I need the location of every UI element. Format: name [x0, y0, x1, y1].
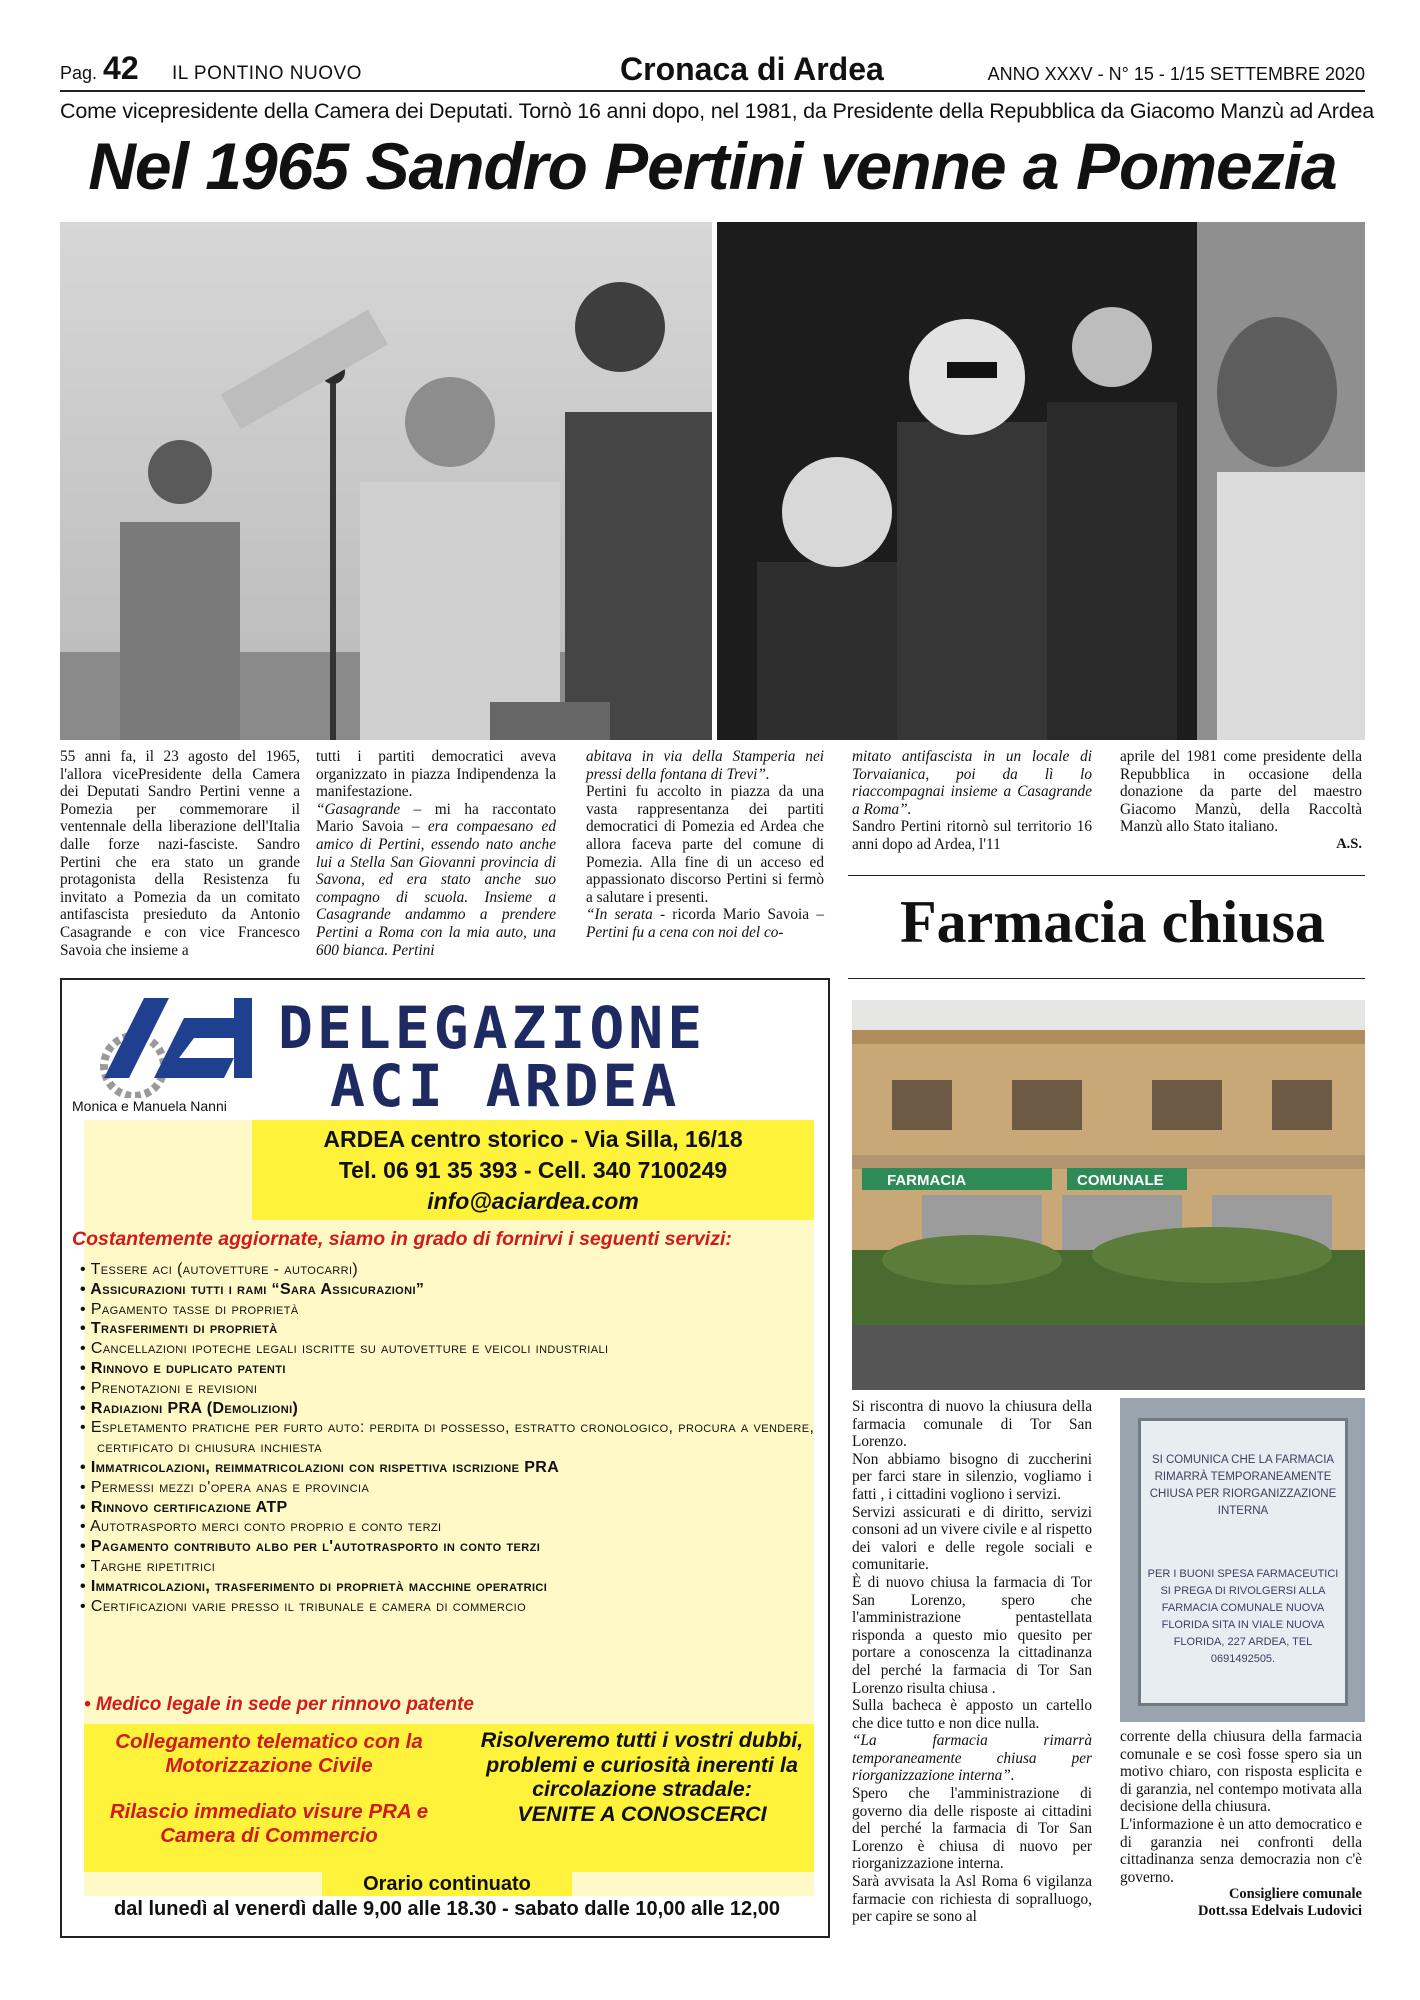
article-headline: Nel 1965 Sandro Pertini venne a Pomezia	[88, 129, 1337, 203]
article-subhead: Come vicepresidente della Camera dei Deputati. Tornò 16 anni dopo, nel 1981, da Presidente della Repubblica da Giacomo Manzù ad Ardea	[60, 99, 1375, 123]
article-column-4	[852, 748, 1092, 854]
farmacia-column-2	[1120, 1728, 1362, 1920]
article-paragraph: Sandro Pertini ritornò sul territorio 16 anni dopo ad Ardea, l'11	[852, 818, 1092, 853]
quote-text: mitato antifascista in un locale di Torvaianica, poi da lì lo riaccompagnai insieme a Casagrande a Roma”.	[852, 748, 1092, 818]
issue-info: ANNO XXXV - N° 15 - 1/15 SETTEMBRE 2020	[987, 64, 1365, 84]
article-paragraph	[316, 801, 556, 959]
article-column-3	[586, 748, 824, 942]
ad-service-item: • Autotrasporto merci conto proprio e conto terzi	[80, 1517, 820, 1537]
storefront-sign-left: FARMACIA	[887, 1172, 967, 1189]
aci-brand-line2: ACI ARDEA	[330, 1052, 681, 1120]
ad-service-item: • Certificazioni varie presso il tribunale e camera di commercio	[80, 1597, 820, 1617]
divider	[848, 978, 1365, 979]
ad-service-item: • Pagamento contributo albo per l'autotrasporto in conto terzi	[80, 1537, 820, 1557]
ad-hours: dal lunedì al venerdì dalle 9,00 alle 18.30 - sabato dalle 10,00 alle 12,00	[114, 1898, 780, 1920]
ad-service-item: • Pagamento tasse di proprietà	[80, 1300, 820, 1320]
article-author: A.S.	[1336, 835, 1362, 852]
farmacia-paragraph: Sulla bacheca è apposto un cartello che dice tutto e non dice nulla.	[852, 1697, 1092, 1732]
quote-text: – Pertini fu a cena con noi del co-	[586, 906, 824, 941]
ad-service-item: • Tessere aci (autovetture - autocarri)	[80, 1260, 820, 1280]
aci-advertisement	[60, 978, 830, 1938]
ad-service-item: • Cancellazioni ipoteche legali iscritte su autovetture e veicoli industriali	[80, 1339, 820, 1359]
notice-text-1: SI COMUNICA CHE LA FARMACIA RIMARRÀ TEMPORANEAMENTE CHIUSA PER RIORGANIZZAZIONE INTERNA	[1149, 1454, 1337, 1517]
article-paragraph: tutti i partiti democratici aveva organizzato in piazza Indipendenza la manifestazione.	[316, 748, 556, 801]
quote-text: “Gasagrande	[316, 800, 401, 818]
ad-service-item: • Assicurazioni tutti i rami “Sara Assicurazioni”	[80, 1280, 820, 1300]
quote-text: “In serata	[586, 906, 653, 924]
aci-logo-icon	[84, 988, 264, 1098]
ad-services-intro: Costantemente aggiornate, siamo in grado di fornirvi i seguenti servizi:	[72, 1228, 732, 1250]
ad-right-block	[472, 1728, 812, 1826]
article-paragraph	[586, 906, 824, 941]
quote-text: era compaesano ed amico di Pertini, essendo nato anche lui a Stella San Giovanni provincia di Savona, ed era stato anche suo compagno di scuola. Insieme a Casagrande andammo a prendere Pertini a Roma con la mia auto, una 600 bianca. Pertini	[316, 818, 556, 959]
farmacia-paragraph: Spero che l'amministrazione di governo dia delle risposte ai cittadini del perché la farmacia di Tor San Lorenzo è chiusa di nuovo per riorganizzazione interna.	[852, 1785, 1092, 1873]
article-column-2	[316, 748, 556, 959]
page-header	[60, 50, 1365, 92]
quote-text: abitava in via della Stamperia nei pressi della fontana di Trevi”.	[586, 748, 824, 783]
notice-text-2: PER I BUONI SPESA FARMACEUTICI SI PREGA DI RIVOLGERSI ALLA FARMACIA COMUNALE NUOVA FLORIDA SITA IN VIALE NUOVA FLORIDA, 227 ARDEA, TEL 0691492505.	[1147, 1568, 1339, 1665]
ad-service-item: • Prenotazioni e revisioni	[80, 1379, 820, 1399]
quote-attribution: – mi ha raccontato Mario Savoia –	[316, 800, 556, 836]
farmacia-paragraph: corrente della chiusura della farmacia comunale e se così fosse spero sia un motivo chiaro, con risposta esplicita e di garanzia, nel contempo motivata alla decisione della chiusura.	[1120, 1728, 1362, 1816]
farmacia-paragraph: Si riscontra di nuovo la chiusura della farmacia comunale di Tor San Lorenzo.	[852, 1398, 1092, 1451]
aci-brand-line1: DELEGAZIONE	[278, 994, 707, 1062]
section-title: Cronaca di Ardea	[620, 51, 884, 87]
aci-owners: Monica e Manuela Nanni	[72, 1098, 227, 1114]
ad-service-item: • Rinnovo certificazione ATP	[80, 1498, 820, 1518]
storefront-sign-right: COMUNALE	[1077, 1172, 1164, 1189]
ad-service-item: • Immatricolazioni, reimmatricolazioni con rispettiva iscrizione PRA	[80, 1458, 820, 1478]
ad-left-line2: Rilascio immediato visure PRA e Camera di Commercio	[109, 1800, 429, 1847]
ad-address: ARDEA centro storico - Via Silla, 16/18	[323, 1126, 743, 1152]
ad-service-item: • Rinnovo e duplicato patenti	[80, 1359, 820, 1379]
ad-right-line2: VENITE A CONOSCERCI	[517, 1801, 767, 1826]
ad-contact-block	[252, 1124, 814, 1217]
article-paragraph: aprile del 1981 come presidente della Repubblica in occasione della donazione da parte del maestro Giacomo Manzù, della Raccoltà Manzù allo Stato italiano.	[1120, 748, 1362, 836]
article-column-5	[1120, 748, 1362, 853]
ad-orario: Orario continuato	[322, 1872, 572, 1896]
ad-left-line1: Collegamento telematico con la Motorizzazione Civile	[115, 1730, 423, 1777]
ad-medico: • Medico legale in sede per rinnovo patente	[84, 1694, 474, 1715]
photo-pertini-manzu	[717, 222, 1365, 740]
farmacia-headline: Farmacia chiusa	[900, 889, 1325, 955]
page-number: 42	[103, 50, 139, 86]
ad-right-line1: Risolveremo tutti i vostri dubbi, problemi e curiosità inerenti la circolazione stradale:	[480, 1728, 804, 1801]
ad-services-list	[80, 1260, 820, 1616]
page-prefix: Pag.	[60, 63, 98, 83]
photo-pertini-speech	[60, 222, 712, 740]
farmacia-paragraph: Sarà avvisata la Asl Roma 6 vigilanza farmacie con richiesta di sopralluogo, per capire se sono al	[852, 1873, 1092, 1926]
newspaper-name: IL PONTINO NUOVO	[172, 63, 362, 84]
article-paragraph: Pertini fu accolto in piazza da una vasta rappresentanza dei partiti democratici di Pomezia ed Ardea che allora faceva parte del comune di Pomezia. Alla fine di un acceso ed appassionato discorso Pertini si fermò a salutare i presenti.	[586, 783, 824, 906]
farmacia-paragraph: Servizi assicurati e di diritto, servizi consoni ad un vivere civile e al rispetto dei valori e delle regole sociali e comunitarie.	[852, 1503, 1092, 1574]
ad-service-item: • Espletamento pratiche per furto auto: perdita di possesso, estratto cronologico, procura a vendere, certificato di chiusura inchiesta	[80, 1418, 820, 1458]
article-paragraph: 55 anni fa, il 23 agosto del 1965, l'allora vicePresidente della Camera dei Deputati Sandro Pertini venne a Pomezia per commemorare il ventennale della liberazione dell'Italia dalle forze nazi-fasciste. Sandro Pertini che era stato un grande protagonista della Resistenza fu invitato a Pomezia da un comitato antifascista presieduto da Antonio Casagrande e con vice Francesco Savoia che insieme a	[60, 748, 300, 959]
notice-quote: “La farmacia rimarrà temporaneamente chiusa per riorganizzazione interna”.	[852, 1732, 1092, 1785]
ad-service-item: • Radiazioni PRA (Demolizioni)	[80, 1399, 820, 1419]
article-column-1	[60, 748, 300, 959]
ad-service-item: • Immatricolazioni, trasferimento di proprietà macchine operatrici	[80, 1577, 820, 1597]
farmacia-paragraph: L'informazione è un atto democratico e di garanzia nei confronti della cittadinanza senza democrazia non c'è governo.	[1120, 1815, 1362, 1886]
ad-email: info@aciardea.com	[427, 1188, 639, 1214]
farmacia-paragraph: È di nuovo chiusa la farmacia di Tor San Lorenzo, spero che l'amministrazione pentastellata risponda a questo mio quesito per portare a conoscenza la cittadinanza del perché la farmacia di Tor San Lorenzo risulta chiusa .	[852, 1573, 1092, 1697]
signature-role: Consigliere comunale	[1228, 1886, 1362, 1903]
ad-service-item: • Trasferimenti di proprietà	[80, 1319, 820, 1339]
ad-left-block	[84, 1730, 454, 1848]
ad-service-item: • Targhe ripetitrici	[80, 1557, 820, 1577]
photo-pharmacy-building	[852, 1000, 1365, 1390]
farmacia-paragraph: Non abbiamo bisogno di zuccherini per farci stare in silenzio, vogliamo i fatti , i cittadini vogliono i servizi.	[852, 1450, 1092, 1503]
ad-phones: Tel. 06 91 35 393 - Cell. 340 7100249	[338, 1157, 728, 1183]
ad-service-item: • Permessi mezzi d'opera anas e provincia	[80, 1478, 820, 1498]
signature-name: Dott.ssa Edelvais Ludovici	[1198, 1903, 1362, 1920]
quote-attribution: - ricorda Mario Savoia	[652, 906, 817, 924]
divider	[848, 875, 1365, 876]
page-label	[60, 50, 145, 87]
photo-closure-notice	[1120, 1398, 1365, 1722]
farmacia-column-1	[852, 1398, 1092, 1926]
